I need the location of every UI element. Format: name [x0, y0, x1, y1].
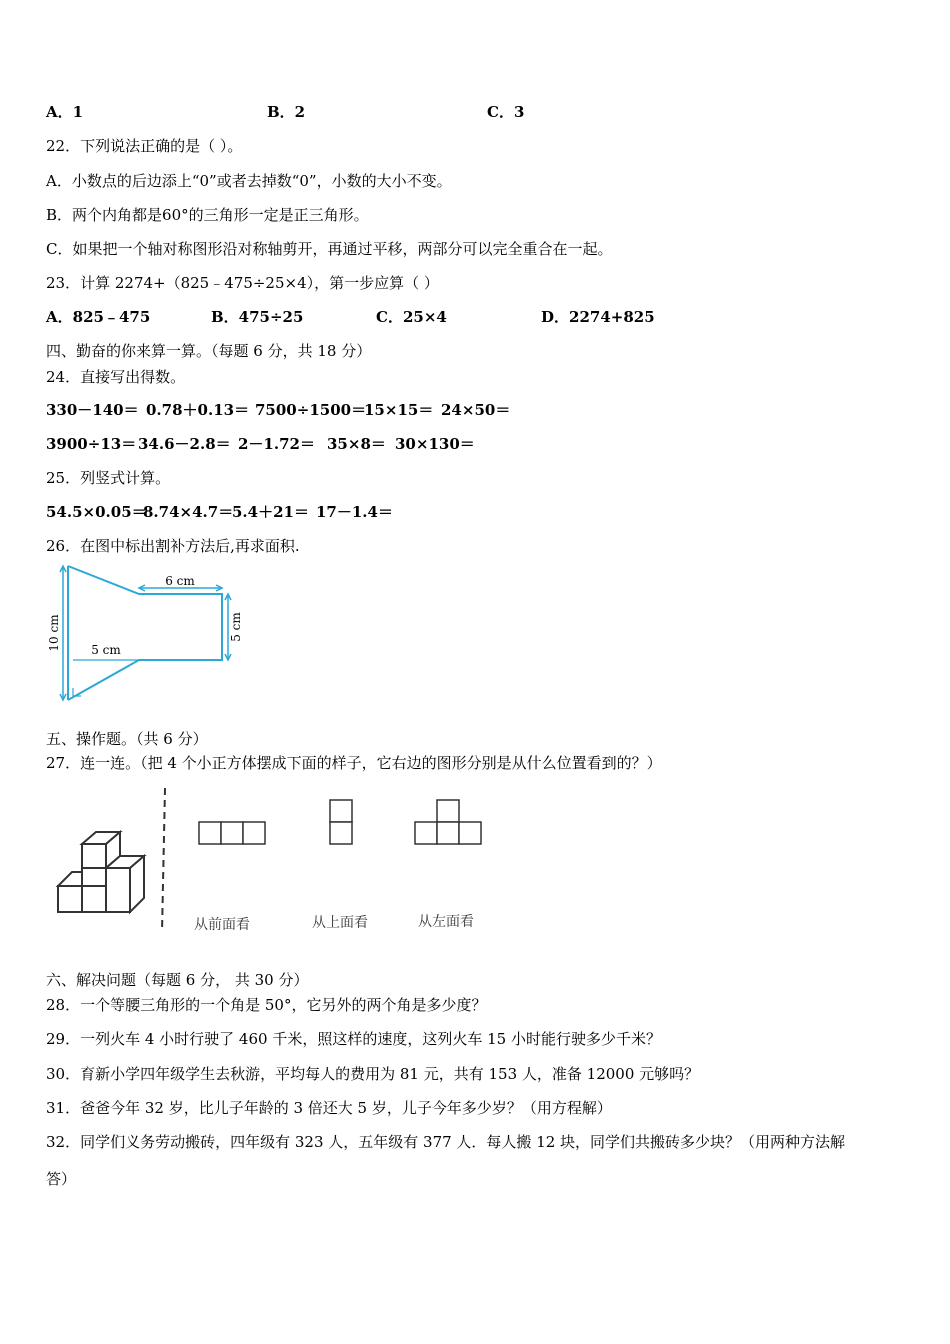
q22-option-b: B．两个内角都是60°的三角形一定是正三角形。: [46, 206, 369, 224]
dashed-divider: [162, 788, 165, 932]
front-view-shape: [199, 822, 265, 844]
q24-item: 330－140＝: [46, 401, 139, 419]
q23-option-c: C．25×4: [376, 308, 447, 326]
q30: 30．育新小学四年级学生去秋游，平均每人的费用为 81 元，共有 153 人，准备 12000 元够吗？: [46, 1065, 700, 1083]
q24-item: 24×50＝: [441, 401, 511, 419]
q24-item: 3900÷13＝: [46, 435, 137, 453]
q25-item: 17－1.4＝: [316, 503, 393, 521]
q32-line2: 答）: [46, 1170, 77, 1188]
label-top: 6 cm: [165, 574, 195, 588]
q28: 28．一个等腰三角形的一个角是 50°，它另外的两个角是多少度？: [46, 996, 487, 1014]
q23-stem: 23．计算 2274+（825﹣475÷25×4），第一步应算（ ）: [46, 274, 439, 292]
cube-face: [106, 868, 130, 912]
cube-face: [58, 886, 82, 912]
q22-stem: 22．下列说法正确的是（ ）。: [46, 137, 243, 155]
q25-stem: 25．列竖式计算。: [46, 469, 171, 487]
q23-option-d: D．2274+825: [541, 308, 655, 326]
label-right: 5 cm: [229, 612, 243, 642]
q21-option-b: B．2: [267, 103, 306, 121]
q31: 31．爸爸今年 32 岁，比儿子年龄的 3 倍还大 5 岁，儿子今年多少岁？（用方程解）: [46, 1099, 612, 1117]
q29: 29．一列火车 4 小时行驶了 460 千米，照这样的速度，这列火车 15 小时能行驶多少千米？: [46, 1030, 661, 1048]
left-view-shape: [415, 800, 481, 844]
q21-option-a: A．1: [46, 103, 84, 121]
label-left: 10 cm: [47, 614, 61, 652]
q25-item: 54.5×0.05＝: [46, 503, 147, 521]
q24-item: 34.6－2.8＝: [138, 435, 231, 453]
q32-line1: 32．同学们义务劳动搬砖，四年级有 323 人，五年级有 377 人．每人搬 12 块，同学们共搬砖多少块？（用两种方法解: [46, 1133, 846, 1151]
cube-face: [82, 844, 106, 868]
section-6-title: 六、解决问题（每题 6 分， 共 30 分）: [46, 971, 309, 989]
q22-option-c: C．如果把一个轴对称图形沿对称轴剪开，再通过平移，两部分可以完全重合在一起。: [46, 240, 613, 258]
q26-stem: 26．在图中标出割补方法后,再求面积.: [46, 537, 300, 555]
top-view-shape: [330, 800, 352, 844]
q24-item: 15×15＝: [364, 401, 434, 419]
section-4-title: 四、勤奋的你来算一算。（每题 6 分，共 18 分）: [46, 342, 372, 360]
q21-option-c: C．3: [487, 103, 525, 121]
q25-item: 8.74×4.7＝: [143, 503, 234, 521]
cube-stack: [58, 832, 144, 912]
caption-front-view: 从前面看: [194, 917, 250, 933]
q23-option-b: B．475÷25: [211, 308, 304, 326]
q24-stem: 24．直接写出得数。: [46, 368, 186, 386]
section-5-title: 五、操作题。（共 6 分）: [46, 730, 208, 748]
q24-item: 30×130＝: [395, 435, 475, 453]
q24-item: 2－1.72＝: [238, 435, 315, 453]
q24-item: 0.78＋0.13＝: [146, 401, 250, 419]
q22-option-a: A．小数点的后边添上“0”或者去掉数“0”，小数的大小不变。: [46, 172, 452, 190]
q26-figure: [44, 560, 254, 708]
caption-top-view: 从上面看: [312, 915, 368, 931]
figure-outline: [68, 566, 222, 700]
q23-option-a: A．825﹣475: [46, 308, 151, 326]
q24-item: 7500÷1500＝: [255, 401, 367, 419]
label-inner: 5 cm: [91, 643, 121, 657]
q25-item: 5.4＋21＝: [232, 503, 309, 521]
q24-item: 35×8＝: [327, 435, 386, 453]
q27-stem: 27．连一连。（把 4 个小正方体摆成下面的样子，它右边的图形分别是从什么位置看到的？）: [46, 754, 662, 772]
caption-left-view: 从左面看: [418, 914, 474, 930]
cube-face: [82, 868, 106, 912]
